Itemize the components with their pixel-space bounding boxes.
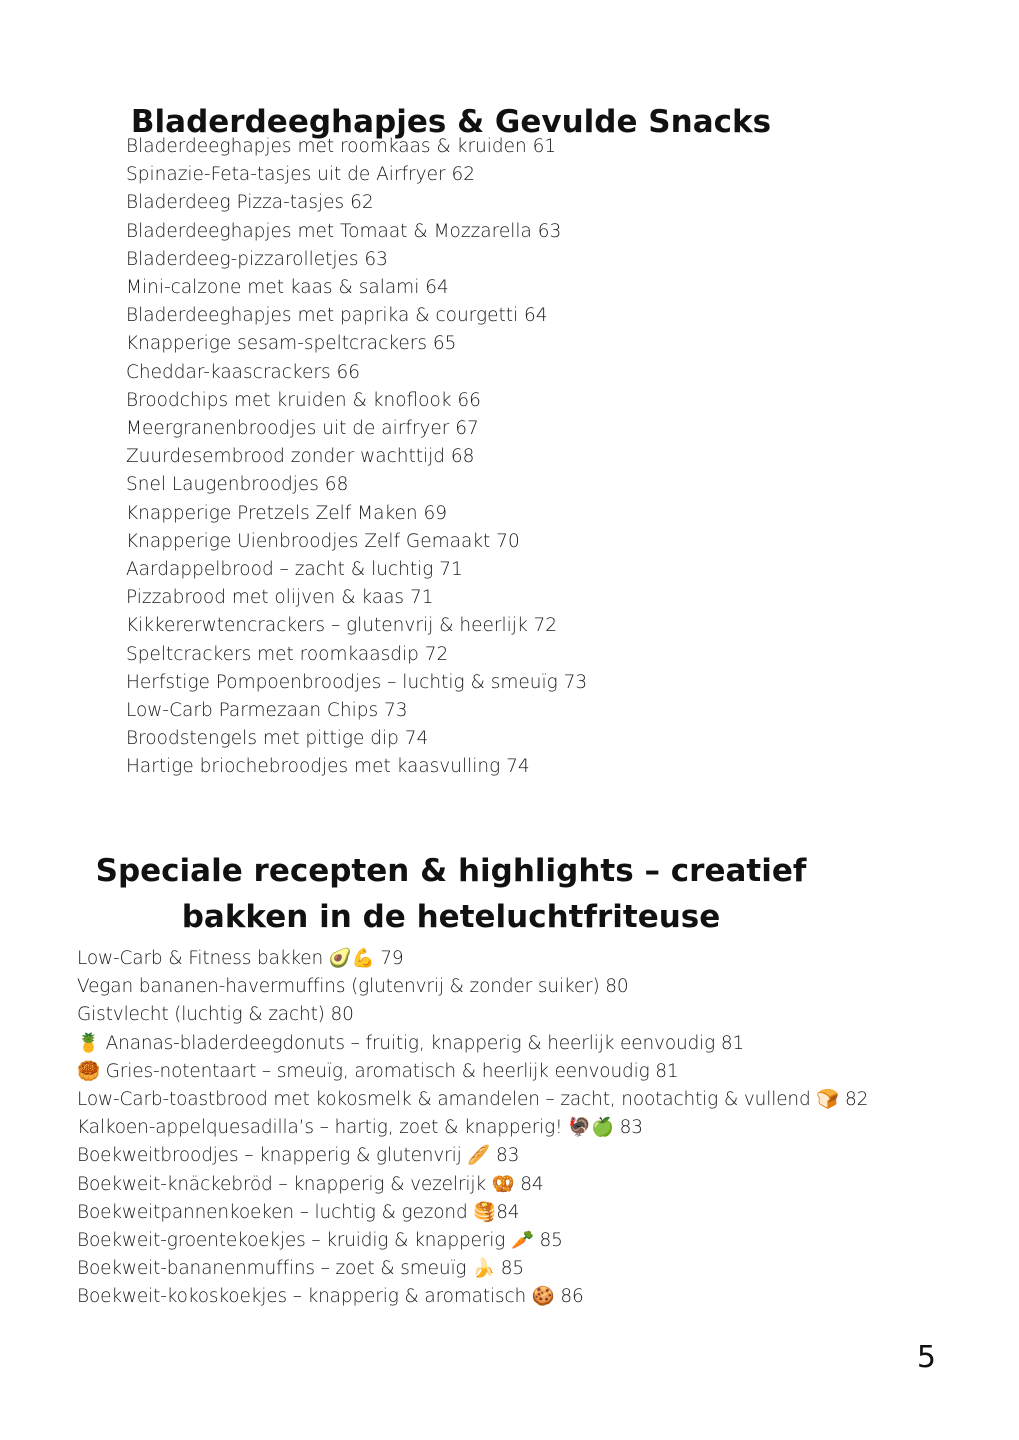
toc-entry: Low-Carb-toastbrood met kokosmelk & amandelen – zacht, nootachtig & vullend 🍞 82 <box>77 1089 869 1111</box>
toc-entry: Hartige briochebroodjes met kaasvulling 74 <box>126 756 530 778</box>
toc-entry: Low-Carb Parmezaan Chips 73 <box>126 700 408 722</box>
toc-entry: Vegan bananen-havermuffins (glutenvrij & zonder suiker) 80 <box>77 976 629 998</box>
toc-entry: Cheddar-kaascrackers 66 <box>126 361 361 383</box>
toc-entry: Bladerdeeg-pizzarolletjes 63 <box>126 248 388 270</box>
snacks-recipe-list <box>126 133 587 782</box>
toc-entry: Knapperige Pretzels Zelf Maken 69 <box>126 502 448 524</box>
toc-entry: Boekweit-kokoskoekjes – knapperig & aromatisch 🍪 86 <box>77 1286 584 1308</box>
toc-entry: Bladerdeeghapjes met paprika & courgetti 64 <box>126 305 548 327</box>
toc-entry: 🥮 Gries-notentaart – smeuïg, aromatisch & heerlijk eenvoudig 81 <box>77 1060 679 1082</box>
toc-entry: Broodstengels met pittige dip 74 <box>126 728 429 750</box>
toc-entry: Low-Carb & Fitness bakken 🥑💪 79 <box>77 948 404 969</box>
section-title-special-recipes <box>0 848 902 940</box>
toc-entry: Knapperige sesam-speltcrackers 65 <box>126 333 457 355</box>
toc-entry: Boekweit-bananenmuffins – zoet & smeuïg 🍌 85 <box>77 1258 524 1280</box>
toc-entry: Aardappelbrood – zacht & luchtig 71 <box>126 559 463 581</box>
toc-entry: Pizzabrood met olijven & kaas 71 <box>126 587 434 609</box>
toc-entry: Spinazie-Feta-tasjes uit de Airfryer 62 <box>126 164 476 186</box>
toc-entry: Kalkoen-appelquesadilla’s – hartig, zoet & knapperig! 🦃🍏 83 <box>77 1117 643 1139</box>
toc-entry: Bladerdeeghapjes met Tomaat & Mozzarella 63 <box>126 220 562 242</box>
toc-entry: Herfstige Pompoenbroodjes – luchtig & smeuïg 73 <box>126 671 588 693</box>
toc-entry: Bladerdeeghapjes met roomkaas & kruiden 61 <box>126 136 557 157</box>
toc-entry: Boekweitpannenkoeken – luchtig & gezond 🥞84 <box>77 1201 520 1223</box>
toc-entry: Boekweit-groentekoekjes – kruidig & knapperig 🥕 85 <box>77 1230 563 1252</box>
toc-entry: 🍍 Ananas-bladerdeegdonuts – fruitig, knapperig & heerlijk eenvoudig 81 <box>77 1032 745 1054</box>
toc-entry: Snel Laugenbroodjes 68 <box>126 474 349 496</box>
toc-entry: Mini-calzone met kaas & salami 64 <box>126 277 449 299</box>
section-title-line-2: bakken in de heteluchtfriteuse <box>181 898 721 935</box>
special-recipe-list <box>77 945 868 1312</box>
toc-entry: Bladerdeeg Pizza-tasjes 62 <box>126 192 374 214</box>
page-number: 5 <box>916 1340 936 1375</box>
toc-entry: Speltcrackers met roomkaasdip 72 <box>126 643 449 665</box>
toc-entry: Broodchips met kruiden & knoflook 66 <box>126 389 481 411</box>
toc-entry: Kikkererwtencrackers – glutenvrij & heerlijk 72 <box>126 615 558 637</box>
toc-entry: Boekweit-knäckebröd – knapperig & vezelrijk 🥨 84 <box>77 1173 544 1195</box>
toc-entry: Gistvlecht (luchtig & zacht) 80 <box>77 1004 354 1026</box>
section-title-line-1: Speciale recepten & highlights – creatief <box>95 852 807 889</box>
section-title-snacks: Bladerdeeghapjes & Gevulde Snacks <box>130 103 772 140</box>
toc-entry: Zuurdesembrood zonder wachttijd 68 <box>126 446 475 468</box>
toc-entry: Knapperige Uienbroodjes Zelf Gemaakt 70 <box>126 530 520 552</box>
toc-entry: Meergranenbroodjes uit de airfryer 67 <box>126 418 479 440</box>
toc-entry: Boekweitbroodjes – knapperig & glutenvrij 🥖 83 <box>77 1145 520 1167</box>
